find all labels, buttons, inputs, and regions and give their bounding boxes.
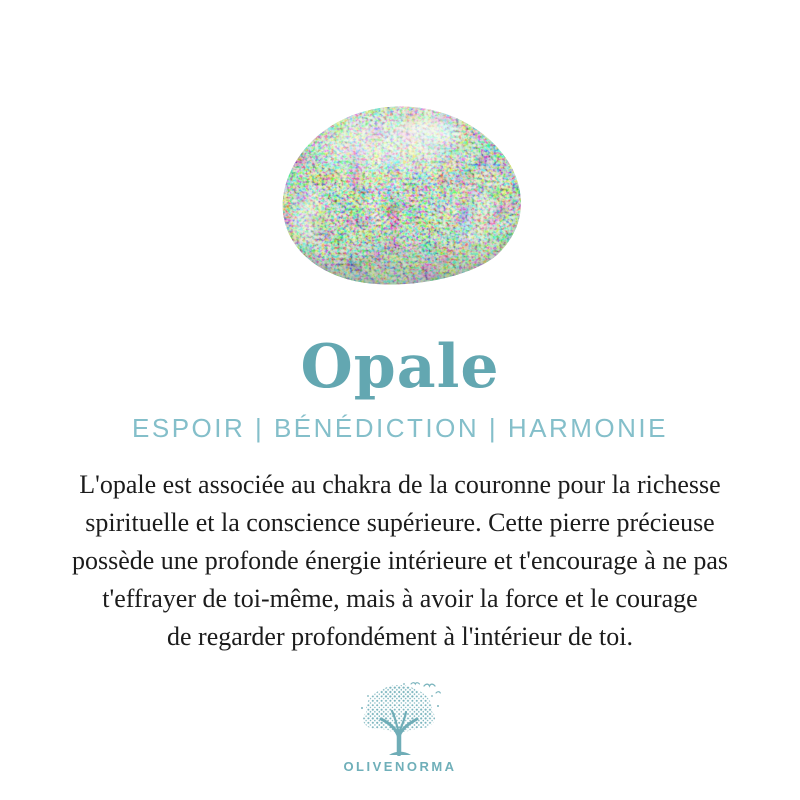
description-line: L'opale est associée au chakra de la couronne pour la richesse	[79, 470, 721, 499]
stone-title: Opale	[300, 332, 500, 402]
keywords-line: ESPOIR | BÉNÉDICTION | HARMONIE	[132, 413, 668, 443]
olive-tree-icon	[354, 682, 446, 756]
brand-logo	[343, 682, 456, 774]
opal-stone-image	[275, 100, 525, 290]
opal-stone-photo	[275, 100, 525, 290]
description-line: de regarder profondément à l'intérieur de toi.	[167, 622, 633, 651]
description-line: possède une profonde énergie intérieure et t'encourage à ne pas	[71, 546, 729, 575]
description-line: spirituelle et la conscience supérieure. Cette pierre précieuse	[85, 508, 715, 537]
description	[72, 466, 728, 656]
brand-name: OLIVENORMA	[343, 759, 457, 774]
description-line: t'effrayer de toi-même, mais à avoir la force et le courage	[102, 584, 698, 613]
